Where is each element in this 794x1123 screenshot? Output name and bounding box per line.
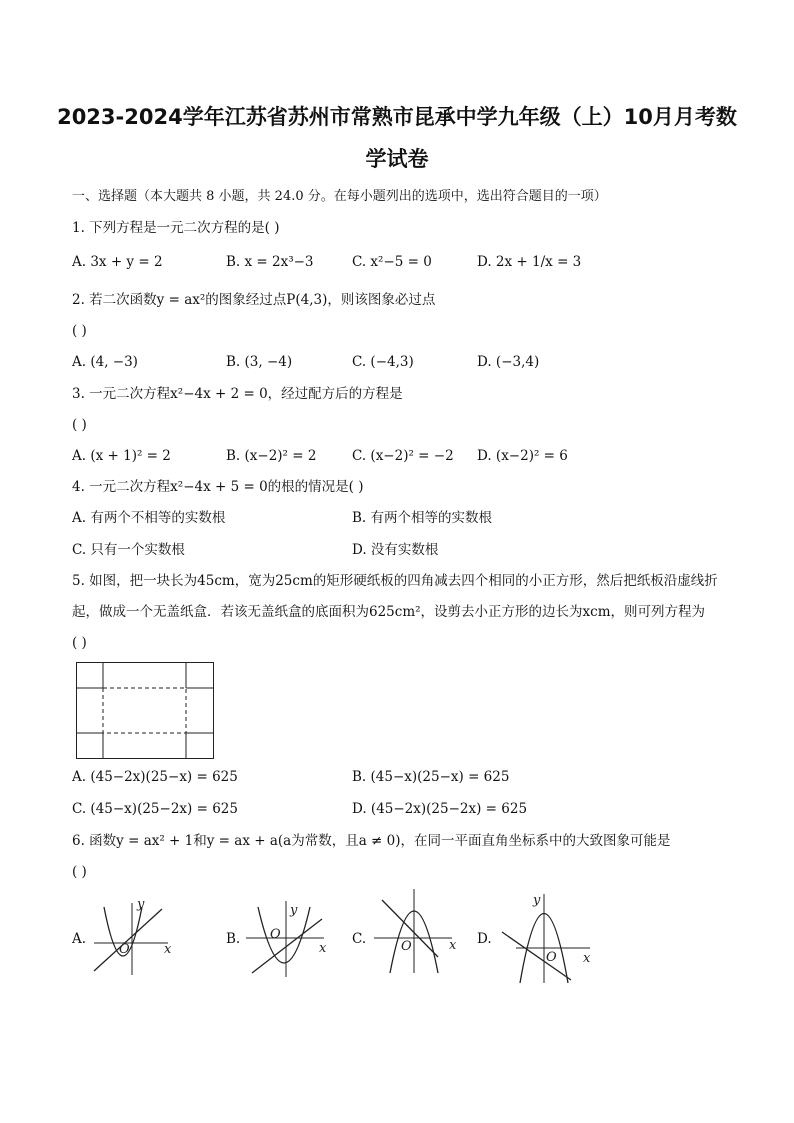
q6-option-d-label: D.	[477, 931, 492, 947]
q1-option-c: C. x²−5 = 0	[352, 254, 432, 270]
q3-stem: 3. 一元二次方程x²−4x + 2 = 0，经过配方后的方程是	[72, 386, 403, 402]
q3-paren: ( )	[72, 417, 87, 433]
q6-option-c-label: C.	[352, 931, 367, 947]
line	[252, 919, 322, 973]
q5-option-b: B. (45−x)(25−x) = 625	[352, 769, 510, 785]
cardboard-figure	[76, 662, 214, 759]
q5-stem-line1: 5. 如图，把一块长为45cm，宽为25cm的矩形硬纸板的四角减去四个相同的小正方形，然后把纸板沿虚线折	[72, 573, 718, 589]
q2-paren: ( )	[72, 323, 87, 339]
q5-option-c: C. (45−x)(25−2x) = 625	[72, 801, 238, 817]
exam-title-line1: 2023-2024学年江苏省苏州市常熟市昆承中学九年级（上）10月月考数	[57, 105, 737, 129]
q3-option-b: B. (x−2)² = 2	[226, 448, 317, 464]
x-label: x	[449, 938, 457, 953]
q6-graph-a	[92, 895, 177, 980]
q5-paren: ( )	[72, 635, 87, 651]
q5-option-d: D. (45−2x)(25−2x) = 625	[352, 801, 528, 817]
q5-option-a: A. (45−2x)(25−x) = 625	[72, 769, 238, 785]
q2-stem: 2. 若二次函数y = ax²的图象经过点P(4,3)，则该图象必过点	[72, 292, 436, 308]
q6-option-b-label: B.	[226, 931, 241, 947]
line	[502, 932, 571, 980]
q1-option-a: A. 3x + y = 2	[72, 254, 163, 270]
y-label: y	[290, 903, 298, 918]
origin-label: O	[401, 939, 412, 954]
q1-option-d: D. 2x + 1/x = 3	[477, 254, 582, 270]
x-label: x	[164, 942, 172, 957]
q4-option-c: C. 只有一个实数根	[72, 542, 185, 558]
q4-option-a: A. 有两个不相等的实数根	[72, 510, 226, 526]
q6-option-a-label: A.	[72, 931, 87, 947]
q6-graph-b	[244, 895, 334, 980]
q3-option-a: A. (x + 1)² = 2	[72, 448, 171, 464]
origin-label: O	[119, 942, 130, 957]
q2-option-b: B. (3, −4)	[226, 354, 293, 370]
q3-option-c: C. (x−2)² = −2	[352, 448, 454, 464]
exam-title-line2: 学试卷	[365, 147, 429, 171]
x-label: x	[319, 941, 327, 956]
q1-stem: 1. 下列方程是一元二次方程的是( )	[72, 220, 280, 236]
q1-option-b: B. x = 2x³−3	[226, 254, 314, 270]
q2-option-a: A. (4, −3)	[72, 354, 138, 370]
q6-stem: 6. 函数y = ax² + 1和y = ax + a(a为常数，且a ≠ 0)，在同一平面直角坐标系中的大致图象可能是	[72, 833, 671, 849]
q4-option-d: D. 没有实数根	[352, 542, 439, 558]
section-heading: 一、选择题（本大题共 8 小题，共 24.0 分。在每小题列出的选项中，选出符合题目的一项）	[72, 189, 607, 204]
q2-option-d: D. (−3,4)	[477, 354, 540, 370]
q5-stem-line2: 起，做成一个无盖纸盒．若该无盖纸盒的底面积为625cm²，设剪去小正方形的边长为xcm，则可列方程为	[72, 604, 706, 620]
origin-label: O	[270, 927, 281, 942]
x-label: x	[583, 951, 591, 966]
q6-graph-c	[372, 887, 462, 977]
origin-label: O	[546, 950, 557, 965]
q4-option-b: B. 有两个相等的实数根	[352, 510, 493, 526]
y-label: y	[137, 897, 145, 912]
line	[94, 909, 162, 971]
q6-paren: ( )	[72, 864, 87, 880]
y-label: y	[533, 893, 541, 908]
q3-option-d: D. (x−2)² = 6	[477, 448, 568, 464]
q4-stem: 4. 一元二次方程x²−4x + 5 = 0的根的情况是( )	[72, 479, 364, 495]
q6-graph-d	[494, 890, 599, 985]
q2-option-c: C. (−4,3)	[352, 354, 414, 370]
